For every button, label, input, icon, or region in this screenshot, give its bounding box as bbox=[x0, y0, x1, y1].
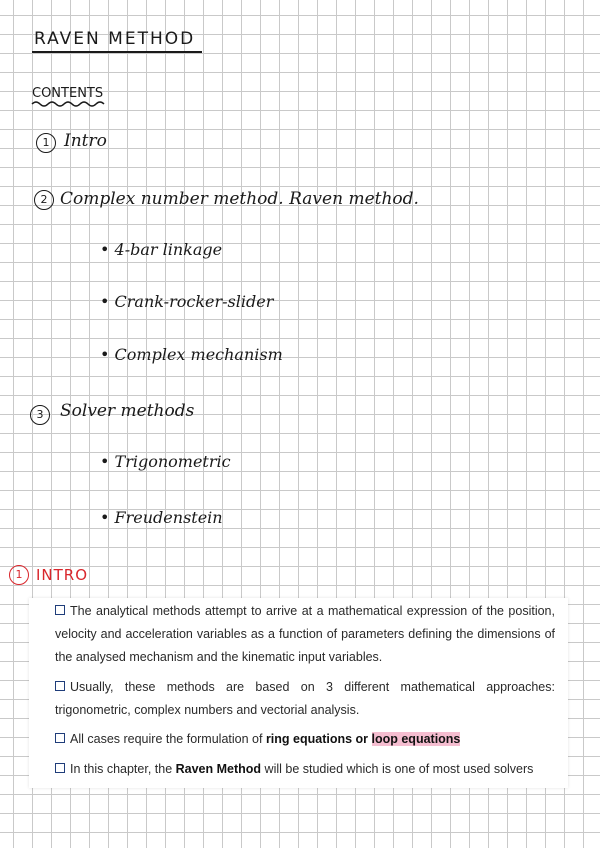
paragraph-3: All cases require the formulation of ring equations or loop equations bbox=[55, 728, 555, 751]
intro-text-box bbox=[29, 598, 568, 788]
checkbox-icon bbox=[55, 763, 65, 773]
contents-heading: CONTENTS bbox=[32, 86, 104, 101]
section-1-number: 1 bbox=[36, 133, 56, 153]
checkbox-icon bbox=[55, 733, 65, 743]
checkbox-icon bbox=[55, 605, 65, 615]
section-3-number: 3 bbox=[30, 405, 50, 425]
section-2-number: 2 bbox=[34, 190, 54, 210]
paragraph-2: Usually, these methods are based on 3 different mathematical approaches: trigonometric, complex numbers and vectorial analysis. bbox=[55, 680, 555, 717]
intro-number: 1 bbox=[9, 565, 29, 585]
checkbox-icon bbox=[55, 681, 65, 691]
section-2-bullet-1: • 4-bar linkage bbox=[100, 240, 223, 259]
paragraph-4: In this chapter, the Raven Method will be studied which is one of most used solvers bbox=[55, 758, 555, 781]
section-1-label: Intro bbox=[64, 131, 107, 151]
intro-heading: INTRO bbox=[36, 566, 89, 584]
title-underline bbox=[32, 51, 202, 53]
paragraph-1: The analytical methods attempt to arrive at a mathematical expression of the position, velocity and acceleration variables as a function of parameters defining the dimensions of the analysed mechanism and the kinematic input variables. bbox=[55, 604, 555, 664]
section-3-bullet-2: • Freudenstein bbox=[100, 508, 223, 527]
wavy-underline bbox=[30, 100, 108, 108]
section-2-bullet-3: • Complex mechanism bbox=[100, 345, 283, 364]
section-2-label: Complex number method. Raven method. bbox=[60, 189, 419, 209]
section-3-label: Solver methods bbox=[60, 401, 195, 421]
page-title: RAVEN METHOD bbox=[34, 29, 196, 49]
highlighted-loop-equations: loop equations bbox=[371, 732, 461, 746]
section-2-bullet-2: • Crank-rocker-slider bbox=[100, 292, 274, 311]
section-3-bullet-1: • Trigonometric bbox=[100, 452, 231, 471]
